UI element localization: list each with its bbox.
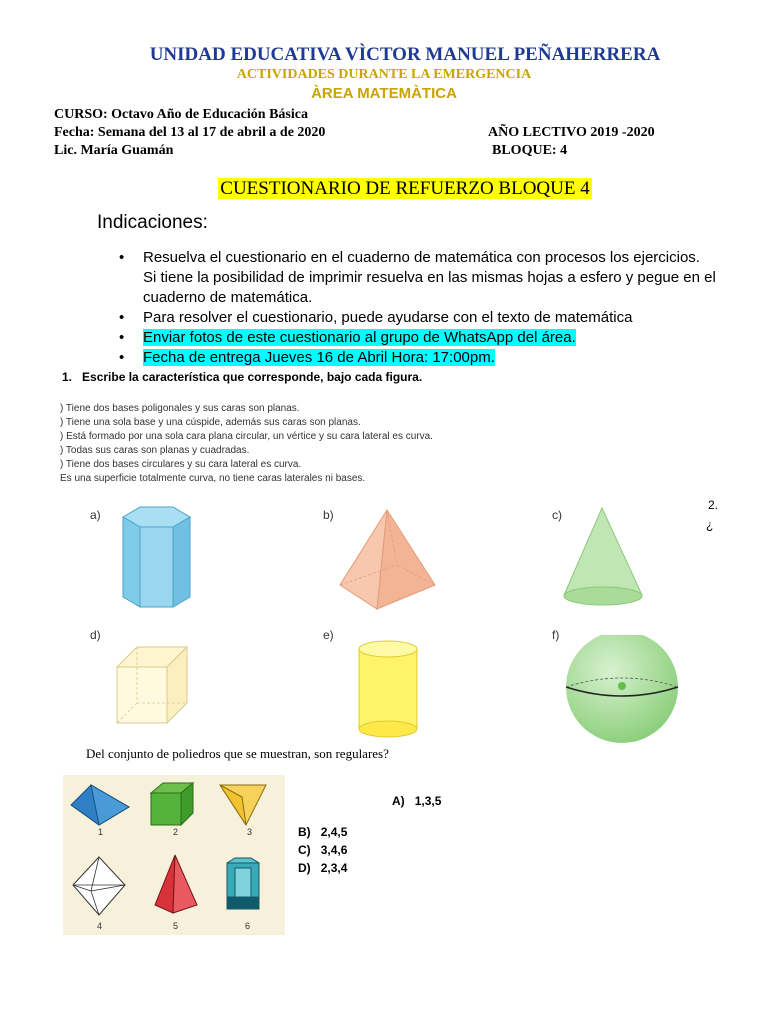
- polyhedron-number: 3: [247, 827, 253, 837]
- school-year: AÑO LECTIVO 2019 -2020: [488, 125, 655, 140]
- quiz-title: CUESTIONARIO DE REFUERZO BLOQUE 4: [220, 178, 590, 199]
- figure-label-a: a): [90, 508, 101, 522]
- polyhedron-6-figure: [223, 857, 263, 915]
- feature-text: ) Está formado por una sola cara plana circular, un vértice y su cara lateral es curva.: [60, 431, 433, 442]
- polyhedron-number: 4: [97, 921, 103, 931]
- instructions-heading: Indicaciones:: [97, 212, 208, 233]
- school-title: UNIDAD EDUCATIVA VÌCTOR MANUEL PEÑAHERRERA: [149, 44, 661, 65]
- polyhedron-3-figure: [218, 783, 268, 827]
- cone-figure: [560, 505, 650, 615]
- course-line: CURSO: Octavo Año de Educación Básica: [54, 107, 308, 122]
- instruction-item-highlighted: • Fecha de entrega Jueves 16 de Abril Hora: 17:00pm.: [117, 348, 717, 368]
- figure-label-d: d): [90, 628, 101, 642]
- activities-subtitle: ACTIVIDADES DURANTE LA EMERGENCIA: [236, 67, 532, 82]
- question-1: 1. Escribe la característica que corresponde, bajo cada figura.: [62, 370, 423, 384]
- question-2: Del conjunto de poliedros que se muestran, son regulares?: [86, 746, 389, 761]
- sphere-figure: [562, 635, 682, 745]
- feature-text: ) Tiene dos bases circulares y su cara lateral es curva.: [60, 459, 302, 470]
- option-d: D) 2,3,4: [298, 861, 348, 875]
- instruction-item-highlighted: • Enviar fotos de este cuestionario al grupo de WhatsApp del área.: [117, 328, 717, 348]
- area-title: ÀREA MATEMÀTICA: [311, 85, 457, 102]
- feature-text: ) Tiene una sola base y una cúspide, además sus caras son planas.: [60, 417, 361, 428]
- teacher-name: Lic. María Guamán: [54, 143, 174, 158]
- feature-text: ) Tiene dos bases poligonales y sus caras son planas.: [60, 403, 300, 414]
- feature-text: Es una superficie totalmente curva, no tiene caras laterales ni bases.: [60, 473, 366, 484]
- block-number: BLOQUE: 4: [492, 143, 568, 158]
- cylinder-figure: [355, 640, 425, 740]
- polyhedron-number: 5: [173, 921, 179, 931]
- option-a: A) 1,3,5: [392, 794, 442, 808]
- polyhedron-number: 6: [245, 921, 251, 931]
- square-pyramid-figure: [335, 505, 440, 615]
- hexagonal-prism-figure: [115, 505, 205, 615]
- cube-figure: [115, 645, 205, 730]
- figure-label-e: e): [323, 628, 334, 642]
- instruction-item: • Resuelva el cuestionario en el cuaderno de matemática con procesos los ejercicios. Si tiene la posibilidad de imprimir resuelva en las mismas hojas a esfero y pegue en el cuaderno de matemática.: [117, 248, 717, 308]
- polyhedron-number: 2: [173, 827, 179, 837]
- option-c: C) 3,4,6: [298, 843, 348, 857]
- polyhedron-2-figure: [149, 781, 197, 827]
- figure-label-c: c): [552, 508, 562, 522]
- polyhedron-1-figure: [69, 783, 131, 827]
- polyhedron-5-figure: [153, 853, 199, 915]
- feature-text: ) Todas sus caras son planas y cuadradas.: [60, 445, 250, 456]
- polyhedra-image: [63, 775, 285, 935]
- figure-label-b: b): [323, 508, 334, 522]
- polyhedron-number: 1: [98, 827, 104, 837]
- question-mark: ¿: [706, 518, 714, 532]
- date-line: Fecha: Semana del 13 al 17 de abril a de 2020: [54, 125, 326, 140]
- instruction-item: • Para resolver el cuestionario, puede ayudarse con el texto de matemática: [117, 308, 717, 328]
- option-b: B) 2,4,5: [298, 825, 348, 839]
- figure-label-f: f): [552, 628, 560, 642]
- polyhedron-4-figure: [71, 855, 127, 917]
- question-2-number: 2.: [708, 498, 719, 512]
- instructions-list: [117, 248, 717, 368]
